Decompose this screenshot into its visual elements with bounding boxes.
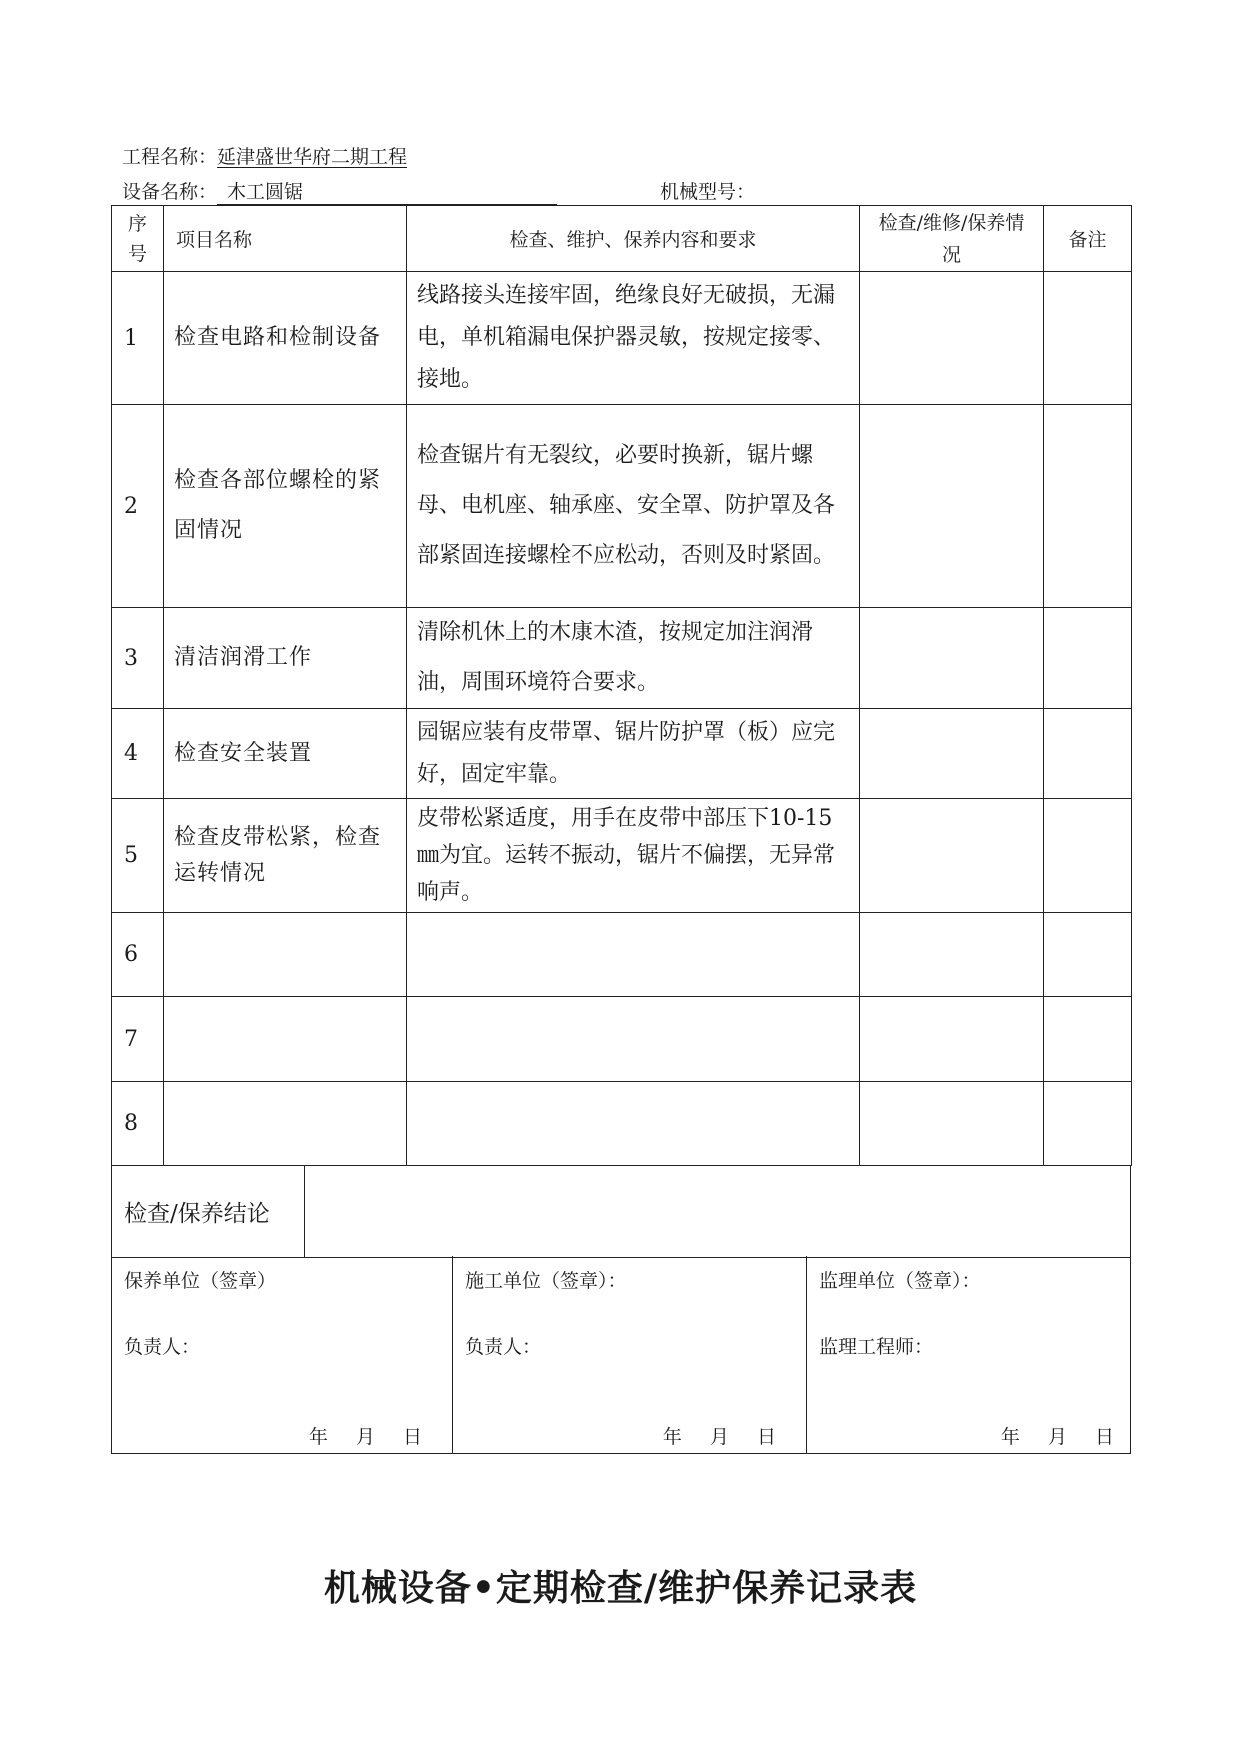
project-name-line — [122, 142, 407, 169]
supervision-engineer-label: 监理工程师： — [819, 1336, 934, 1358]
row-note-cell[interactable] — [1044, 1082, 1132, 1166]
construction-person-label: 负责人： — [465, 1336, 542, 1358]
signature-table — [111, 1256, 1131, 1454]
construction-unit-label: 施工单位（签章）： — [465, 1270, 627, 1292]
conclusion-field[interactable] — [305, 1166, 1131, 1258]
row-number: 3 — [112, 608, 164, 709]
maintenance-unit-cell[interactable] — [112, 1256, 453, 1454]
row-note-cell[interactable] — [1044, 272, 1132, 405]
row-note-cell[interactable] — [1044, 709, 1132, 799]
construction-date: 年 月 日 — [662, 1426, 776, 1448]
construction-unit-cell[interactable] — [453, 1256, 807, 1454]
row-item[interactable] — [164, 1082, 407, 1166]
maintenance-person-label: 负责人： — [124, 1336, 201, 1358]
table-row — [112, 799, 1132, 913]
inspection-table — [111, 205, 1132, 1166]
project-name-value: 延津盛世华府二期工程 — [217, 146, 408, 168]
col-item-header: 项目名称 — [164, 206, 407, 272]
row-requirements: 清除机休上的木康木渣，按规定加注润滑油，周围环境符合要求。 — [407, 608, 860, 709]
row-status-cell[interactable] — [860, 997, 1044, 1082]
row-note-cell[interactable] — [1044, 913, 1132, 997]
col-seq-header: 序号 — [112, 206, 164, 272]
table-row — [112, 405, 1132, 608]
row-number: 5 — [112, 799, 164, 913]
table-row — [112, 709, 1132, 799]
row-item[interactable] — [164, 997, 407, 1082]
row-item: 检查皮带松紧，检查运转情况 — [164, 799, 407, 913]
table-row — [112, 913, 1132, 997]
supervision-date: 年 月 日 — [1000, 1426, 1114, 1448]
row-requirements: 皮带松紧适度，用手在皮带中部压下10-15㎜为宜。运转不振动，锯片不偏摆，无异常响声。 — [407, 799, 860, 913]
col-note-header: 备注 — [1044, 206, 1132, 272]
project-name-label: 工程名称： — [122, 146, 218, 168]
row-requirements: 线路接头连接牢固，绝缘良好无破损，无漏电，单机箱漏电保护器灵敏，按规定接零、接地。 — [407, 272, 860, 405]
col-requirements-header: 检查、维护、保养内容和要求 — [407, 206, 860, 272]
row-status-cell[interactable] — [860, 913, 1044, 997]
equipment-name-value: 木工圆锯 — [227, 181, 304, 203]
row-note-cell[interactable] — [1044, 799, 1132, 913]
row-requirements: 检查锯片有无裂纹，必要时换新，锯片螺母、电机座、轴承座、安全罩、防护罩及各部紧固连接螺栓不应松动，否则及时紧固。 — [407, 405, 860, 608]
table-row — [112, 997, 1132, 1082]
machine-model-label: 机械型号： — [660, 181, 756, 203]
row-status-cell[interactable] — [860, 272, 1044, 405]
document-title: 机械设备•定期检查/维护保养记录表 — [323, 1567, 918, 1609]
equipment-name-label: 设备名称： — [122, 181, 218, 203]
row-item: 检查安全装置 — [164, 709, 407, 799]
row-number: 7 — [112, 997, 164, 1082]
table-header-row — [112, 206, 1132, 272]
supervision-unit-label: 监理单位（签章）： — [819, 1270, 981, 1292]
row-number: 2 — [112, 405, 164, 608]
row-number: 1 — [112, 272, 164, 405]
row-number: 4 — [112, 709, 164, 799]
row-requirements: 园锯应装有皮带罩、锯片防护罩（板）应完好，固定牢靠。 — [407, 709, 860, 799]
row-note-cell[interactable] — [1044, 405, 1132, 608]
row-status-cell[interactable] — [860, 709, 1044, 799]
row-number: 6 — [112, 913, 164, 997]
row-status-cell[interactable] — [860, 799, 1044, 913]
row-requirements[interactable] — [407, 1082, 860, 1166]
row-note-cell[interactable] — [1044, 608, 1132, 709]
equipment-name-line — [122, 177, 557, 205]
row-item: 清洁润滑工作 — [164, 608, 407, 709]
row-item: 检查电路和检制设备 — [164, 272, 407, 405]
supervision-unit-cell[interactable] — [807, 1256, 1131, 1454]
row-requirements[interactable] — [407, 997, 860, 1082]
row-note-cell[interactable] — [1044, 997, 1132, 1082]
row-status-cell[interactable] — [860, 1082, 1044, 1166]
col-status-header: 检查/维修/保养情况 — [860, 206, 1044, 272]
conclusion-table — [111, 1166, 1131, 1258]
table-row — [112, 608, 1132, 709]
row-item[interactable] — [164, 913, 407, 997]
row-item: 检查各部位螺栓的紧固情况 — [164, 405, 407, 608]
row-requirements[interactable] — [407, 913, 860, 997]
conclusion-label: 检查/保养结论 — [112, 1166, 305, 1258]
row-number: 8 — [112, 1082, 164, 1166]
row-status-cell[interactable] — [860, 405, 1044, 608]
maintenance-date: 年 月 日 — [308, 1426, 422, 1448]
table-row — [112, 1082, 1132, 1166]
table-row — [112, 272, 1132, 405]
row-status-cell[interactable] — [860, 608, 1044, 709]
equipment-name-field — [217, 177, 557, 205]
maintenance-unit-label: 保养单位（签章） — [124, 1270, 277, 1292]
